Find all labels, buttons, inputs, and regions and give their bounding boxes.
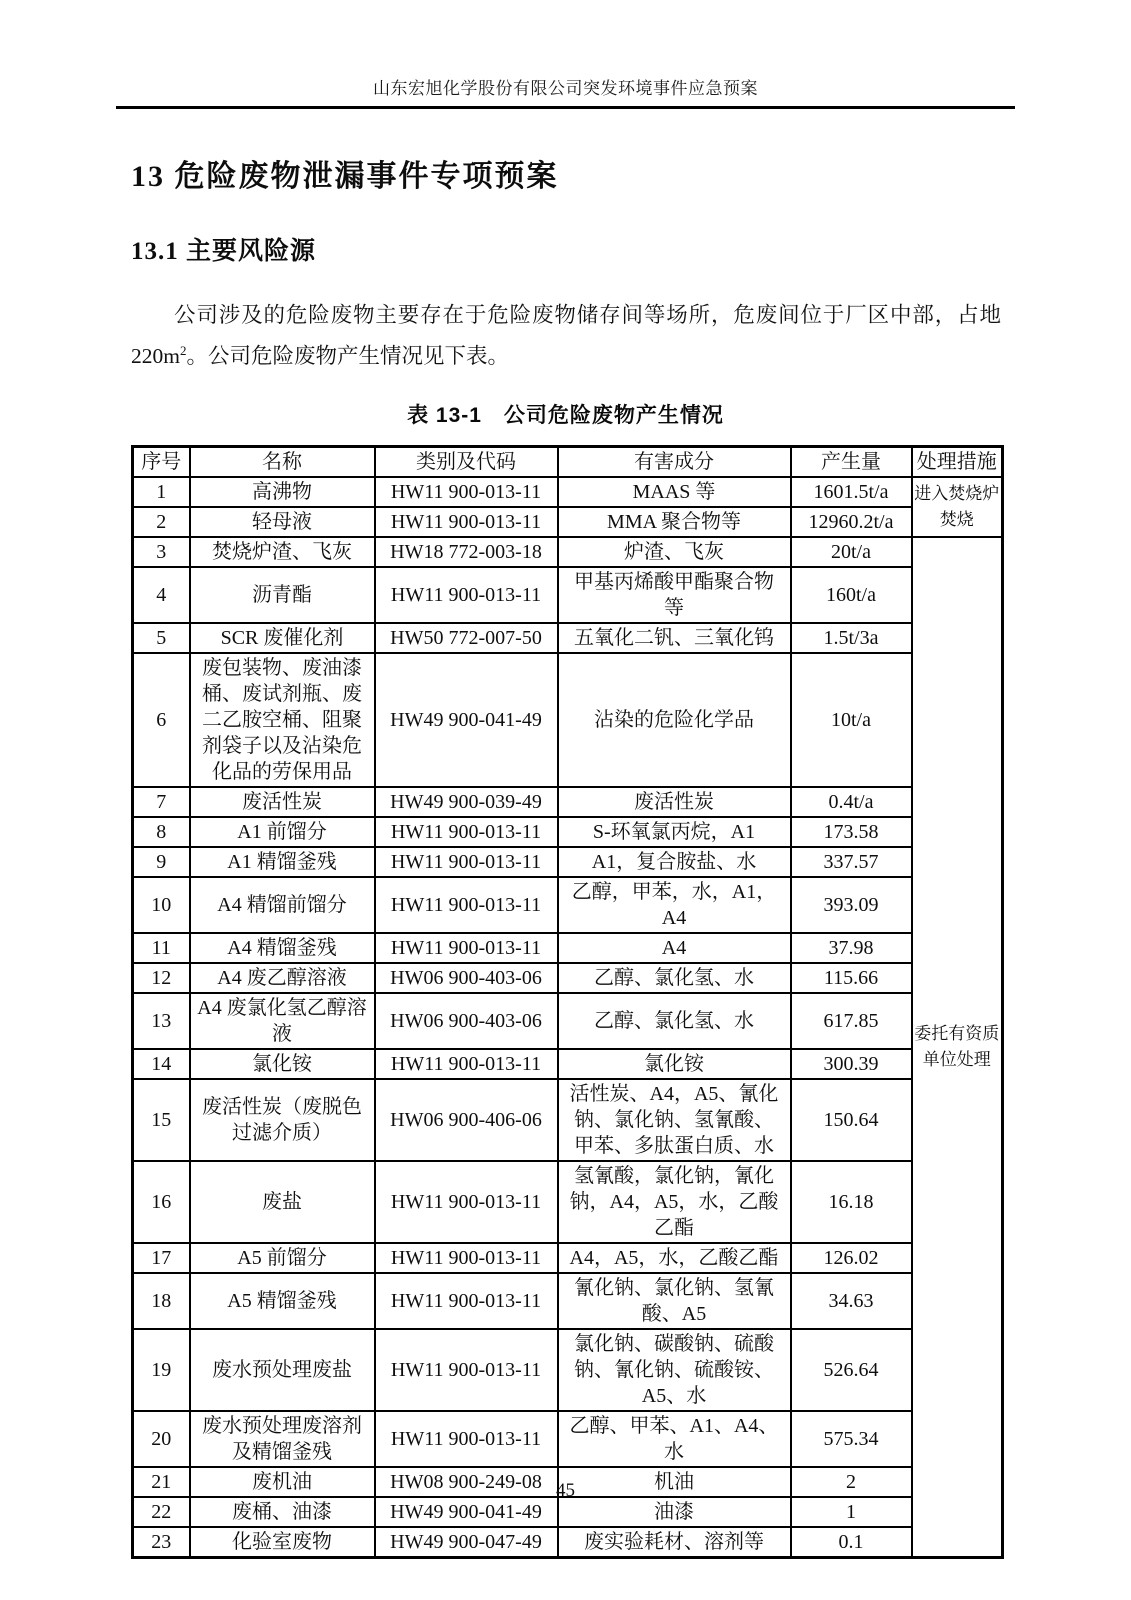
hazard-components-cell: 甲基丙烯酸甲酯聚合物等: [558, 567, 791, 623]
table-row: [133, 933, 1003, 963]
annual-amount-cell: 20t/a: [791, 537, 912, 567]
waste-code-cell: HW49 900-041-49: [375, 1497, 558, 1527]
table-row: [133, 567, 1003, 623]
waste-name-cell: 废机油: [190, 1467, 375, 1497]
waste-name-cell: 沥青酯: [190, 567, 375, 623]
hazard-components-cell: 机油: [558, 1467, 791, 1497]
waste-name-cell: A5 精馏釜残: [190, 1273, 375, 1329]
waste-name-cell: A4 废氯化氢乙醇溶液: [190, 993, 375, 1049]
table-row: [133, 623, 1003, 653]
row-number-cell: 15: [133, 1079, 190, 1161]
waste-code-cell: HW50 772-007-50: [375, 623, 558, 653]
hazard-components-cell: 乙醇、氯化氢、水: [558, 963, 791, 993]
header-hazard-components: 有害成分: [558, 447, 791, 478]
waste-name-cell: 轻母液: [190, 507, 375, 537]
table-row: [133, 1243, 1003, 1273]
paragraph-text-part2: 。公司危险废物产生情况见下表。: [186, 344, 509, 368]
row-number-cell: 20: [133, 1411, 190, 1467]
waste-code-cell: HW11 900-013-11: [375, 847, 558, 877]
hazard-components-cell: 氰化钠、氯化钠、氢氰酸、A5: [558, 1273, 791, 1329]
row-number-cell: 5: [133, 623, 190, 653]
waste-code-cell: HW11 900-013-11: [375, 1161, 558, 1243]
table-row: [133, 1161, 1003, 1243]
table-header-row: [133, 447, 1003, 478]
hazard-components-cell: 炉渣、飞灰: [558, 537, 791, 567]
hazard-components-cell: A4: [558, 933, 791, 963]
waste-name-cell: A1 前馏分: [190, 817, 375, 847]
waste-table-body: [133, 477, 1003, 1558]
row-number-cell: 11: [133, 933, 190, 963]
hazard-components-cell: 活性炭、A4，A5、氰化钠、氯化钠、氢氰酸、甲苯、多肽蛋白质、水: [558, 1079, 791, 1161]
table-row: [133, 537, 1003, 567]
annual-amount-cell: 300.39: [791, 1049, 912, 1079]
annual-amount-cell: 1.5t/3a: [791, 623, 912, 653]
paragraph-text-part1: 公司涉及的危险废物主要存在于危险废物储存间等场所，危废间位于厂区中部，占地: [174, 303, 1001, 327]
annual-amount-cell: 526.64: [791, 1329, 912, 1411]
annual-amount-cell: 150.64: [791, 1079, 912, 1161]
hazard-components-cell: 乙醇，甲苯，水，A1，A4: [558, 877, 791, 933]
table-row: [133, 877, 1003, 933]
annual-amount-cell: 16.18: [791, 1161, 912, 1243]
waste-name-cell: 废桶、油漆: [190, 1497, 375, 1527]
page-number: 45: [556, 1480, 575, 1501]
waste-name-cell: A1 精馏釜残: [190, 847, 375, 877]
row-number-cell: 10: [133, 877, 190, 933]
hazard-components-cell: 废活性炭: [558, 787, 791, 817]
row-number-cell: 1: [133, 477, 190, 507]
table-row: [133, 1329, 1003, 1411]
waste-name-cell: SCR 废催化剂: [190, 623, 375, 653]
row-number-cell: 17: [133, 1243, 190, 1273]
table-row: [133, 653, 1003, 787]
row-number-cell: 19: [133, 1329, 190, 1411]
annual-amount-cell: 115.66: [791, 963, 912, 993]
area-value: 220m: [131, 344, 180, 368]
header-annual-amount: 产生量: [791, 447, 912, 478]
area-superscript: 2: [179, 342, 187, 358]
table-row: [133, 787, 1003, 817]
row-number-cell: 6: [133, 653, 190, 787]
waste-name-cell: 废包装物、废油漆桶、废试剂瓶、废二乙胺空桶、阻聚剂袋子以及沾染危化品的劳保用品: [190, 653, 375, 787]
row-number-cell: 13: [133, 993, 190, 1049]
table-row: [133, 477, 1003, 507]
waste-code-cell: HW11 900-013-11: [375, 1273, 558, 1329]
header-rule: [116, 106, 1015, 109]
hazard-components-cell: S-环氧氯丙烷，A1: [558, 817, 791, 847]
waste-code-cell: HW06 900-403-06: [375, 993, 558, 1049]
row-number-cell: 12: [133, 963, 190, 993]
hazard-components-cell: A4，A5，水，乙酸乙酯: [558, 1243, 791, 1273]
chapter-title: 13 危险废物泄漏事件专项预案: [131, 160, 559, 193]
row-number-cell: 8: [133, 817, 190, 847]
hazard-components-cell: 五氧化二钒、三氧化钨: [558, 623, 791, 653]
header-row-number: 序号: [133, 447, 190, 478]
hazard-components-cell: MAAS 等: [558, 477, 791, 507]
table-row: [133, 507, 1003, 537]
waste-name-cell: A4 精馏前馏分: [190, 877, 375, 933]
row-number-cell: 4: [133, 567, 190, 623]
annual-amount-cell: 10t/a: [791, 653, 912, 787]
annual-amount-cell: 393.09: [791, 877, 912, 933]
waste-code-cell: HW11 900-013-11: [375, 1049, 558, 1079]
annual-amount-cell: 0.1: [791, 1527, 912, 1558]
waste-code-cell: HW06 900-403-06: [375, 963, 558, 993]
waste-code-cell: HW11 900-013-11: [375, 567, 558, 623]
row-number-cell: 14: [133, 1049, 190, 1079]
hazard-components-cell: 沾染的危险化学品: [558, 653, 791, 787]
hazard-components-cell: 乙醇、氯化氢、水: [558, 993, 791, 1049]
annual-amount-cell: 337.57: [791, 847, 912, 877]
waste-name-cell: 高沸物: [190, 477, 375, 507]
row-number-cell: 9: [133, 847, 190, 877]
hazardous-waste-table: [131, 445, 1004, 1559]
annual-amount-cell: 575.34: [791, 1411, 912, 1467]
row-number-cell: 7: [133, 787, 190, 817]
header-waste-code: 类别及代码: [375, 447, 558, 478]
waste-code-cell: HW49 900-041-49: [375, 653, 558, 787]
waste-code-cell: HW49 900-039-49: [375, 787, 558, 817]
annual-amount-cell: 12960.2t/a: [791, 507, 912, 537]
waste-code-cell: HW11 900-013-11: [375, 1411, 558, 1467]
annual-amount-cell: 617.85: [791, 993, 912, 1049]
hazard-components-cell: 氯化钠、碳酸钠、硫酸钠、氰化钠、硫酸铵、A5、水: [558, 1329, 791, 1411]
table-row: [133, 1273, 1003, 1329]
treatment-cell: 委托有资质单位处理: [912, 537, 1003, 1558]
hazard-components-cell: MMA 聚合物等: [558, 507, 791, 537]
annual-amount-cell: 2: [791, 1467, 912, 1497]
header-treatment: 处理措施: [912, 447, 1003, 478]
waste-name-cell: A4 废乙醇溶液: [190, 963, 375, 993]
hazard-components-cell: 废实验耗材、溶剂等: [558, 1527, 791, 1558]
intro-paragraph: [131, 295, 1001, 377]
hazard-components-cell: 油漆: [558, 1497, 791, 1527]
waste-code-cell: HW11 900-013-11: [375, 877, 558, 933]
waste-code-cell: HW11 900-013-11: [375, 817, 558, 847]
table-row: [133, 1079, 1003, 1161]
waste-name-cell: 废活性炭（废脱色过滤介质）: [190, 1079, 375, 1161]
annual-amount-cell: 160t/a: [791, 567, 912, 623]
hazard-components-cell: 乙醇、甲苯、A1、A4、水: [558, 1411, 791, 1467]
table-caption: 表 13-1 公司危险废物产生情况: [407, 404, 724, 427]
waste-code-cell: HW49 900-047-49: [375, 1527, 558, 1558]
annual-amount-cell: 1: [791, 1497, 912, 1527]
waste-code-cell: HW11 900-013-11: [375, 477, 558, 507]
table-row: [133, 817, 1003, 847]
table-row: [133, 1411, 1003, 1467]
waste-code-cell: HW06 900-406-06: [375, 1079, 558, 1161]
waste-code-cell: HW11 900-013-11: [375, 1329, 558, 1411]
row-number-cell: 18: [133, 1273, 190, 1329]
waste-name-cell: 废盐: [190, 1161, 375, 1243]
waste-name-cell: A5 前馏分: [190, 1243, 375, 1273]
table-row: [133, 993, 1003, 1049]
waste-name-cell: 焚烧炉渣、飞灰: [190, 537, 375, 567]
hazard-components-cell: 氢氰酸，氯化钠，氰化钠，A4，A5，水，乙酸乙酯: [558, 1161, 791, 1243]
annual-amount-cell: 37.98: [791, 933, 912, 963]
waste-code-cell: HW18 772-003-18: [375, 537, 558, 567]
hazard-components-cell: A1，复合胺盐、水: [558, 847, 791, 877]
annual-amount-cell: 173.58: [791, 817, 912, 847]
table-row: [133, 1049, 1003, 1079]
row-number-cell: 21: [133, 1467, 190, 1497]
waste-name-cell: 废水预处理废溶剂及精馏釜残: [190, 1411, 375, 1467]
treatment-cell: 进入焚烧炉焚烧: [912, 477, 1003, 537]
row-number-cell: 22: [133, 1497, 190, 1527]
table-row: [133, 1527, 1003, 1558]
annual-amount-cell: 0.4t/a: [791, 787, 912, 817]
waste-name-cell: 废活性炭: [190, 787, 375, 817]
table-row: [133, 963, 1003, 993]
header-waste-name: 名称: [190, 447, 375, 478]
row-number-cell: 3: [133, 537, 190, 567]
waste-name-cell: 废水预处理废盐: [190, 1329, 375, 1411]
annual-amount-cell: 34.63: [791, 1273, 912, 1329]
waste-code-cell: HW08 900-249-08: [375, 1467, 558, 1497]
waste-code-cell: HW11 900-013-11: [375, 933, 558, 963]
waste-name-cell: 氯化铵: [190, 1049, 375, 1079]
waste-name-cell: A4 精馏釜残: [190, 933, 375, 963]
waste-code-cell: HW11 900-013-11: [375, 1243, 558, 1273]
row-number-cell: 2: [133, 507, 190, 537]
document-header-title: 山东宏旭化学股份有限公司突发环境事件应急预案: [373, 79, 758, 98]
section-title: 13.1 主要风险源: [131, 238, 317, 265]
waste-name-cell: 化验室废物: [190, 1527, 375, 1558]
row-number-cell: 16: [133, 1161, 190, 1243]
annual-amount-cell: 126.02: [791, 1243, 912, 1273]
table-row: [133, 847, 1003, 877]
annual-amount-cell: 1601.5t/a: [791, 477, 912, 507]
row-number-cell: 23: [133, 1527, 190, 1558]
waste-code-cell: HW11 900-013-11: [375, 507, 558, 537]
hazard-components-cell: 氯化铵: [558, 1049, 791, 1079]
